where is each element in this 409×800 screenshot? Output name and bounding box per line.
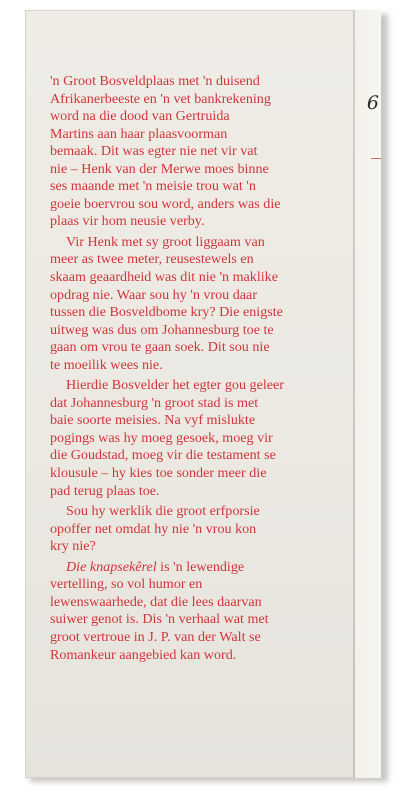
text-line: Vir Henk met sy groot liggaam van — [66, 233, 265, 250]
text-line: opdrag nie. Waar sou hy 'n vrou daar — [50, 286, 258, 303]
text-line: Romankeur aangebied kan word. — [50, 646, 237, 663]
red-edge-mark — [371, 158, 381, 159]
handwritten-number: 6 — [366, 92, 379, 114]
text-line: dat Johannesburg 'n groot stad is met — [50, 394, 259, 411]
text-line: klousule – hy kies toe sonder meer die — [50, 465, 267, 482]
text-line: plaas vir hom neusie verby. — [50, 213, 205, 230]
text-line: bemaak. Dit was egter nie net vir vat — [50, 143, 258, 160]
text-line: pad terug plaas toe. — [50, 482, 160, 499]
text-line: opoffer net omdat hy nie 'n vrou kon — [50, 520, 257, 537]
blurb-paragraph-1 — [50, 73, 346, 231]
text-line: 'n Groot Bosveldplaas met 'n duisend — [50, 73, 260, 89]
text-line: nie – Henk van der Merwe moes binne — [50, 160, 269, 177]
text-line: goeie boervrou sou word, anders was die — [50, 195, 281, 212]
jacket-fold-line — [353, 10, 355, 778]
text-line: word na die dood van Gertruida — [50, 108, 230, 125]
blurb-paragraph-3 — [50, 377, 346, 500]
text-fragment: is 'n lewendige — [156, 558, 245, 575]
text-line: tussen die Bosveldbome kry? Die enigste — [50, 304, 283, 321]
text-line: suiwer genot is. Dis 'n verhaal wat met — [50, 611, 269, 628]
blurb-paragraph-2 — [50, 234, 346, 374]
text-line: die Goudstad, moeg vir die testament se — [50, 447, 276, 464]
text-line: kry nie? — [50, 538, 96, 555]
text-line: ses maande met 'n meisie trou wat 'n — [50, 178, 256, 195]
text-line: te moeilik wees nie. — [50, 356, 163, 373]
text-line: baie soorte meisies. Na vyf mislukte — [50, 412, 256, 429]
text-line: gaan om vrou te gaan soek. Dit sou nie — [50, 339, 270, 356]
text-line: groot vertroue in J. P. van der Walt se — [50, 628, 261, 645]
blurb-paragraph-4 — [50, 503, 346, 556]
blurb-paragraph-5 — [50, 559, 346, 664]
text-line: lewenswaarhede, dat die lees daarvan — [50, 593, 262, 610]
text-line: Sou hy werklik die groot erfporsie — [66, 503, 260, 520]
book-title: Die knapsekêrel — [66, 558, 157, 575]
text-line: pogings was hy moeg gesoek, moeg vir — [50, 429, 273, 446]
blurb-text — [50, 73, 346, 667]
text-line: Hierdie Bosvelder het egter gou geleer — [66, 377, 284, 394]
text-line: Martins aan haar plaasvoorman — [50, 125, 228, 142]
jacket-spine-edge — [355, 10, 381, 778]
text-line: Afrikanerbeeste en 'n vet bankrekening — [50, 90, 271, 107]
text-line: vertelling, so vol humor en — [50, 576, 203, 593]
text-line — [50, 559, 346, 577]
text-line: uitweg was dus om Johannesburg toe te — [50, 321, 274, 338]
text-line: meer as twee meter, reusestewels en — [50, 251, 254, 268]
text-line: skaam geaardheid was dit nie 'n maklike — [50, 269, 278, 286]
